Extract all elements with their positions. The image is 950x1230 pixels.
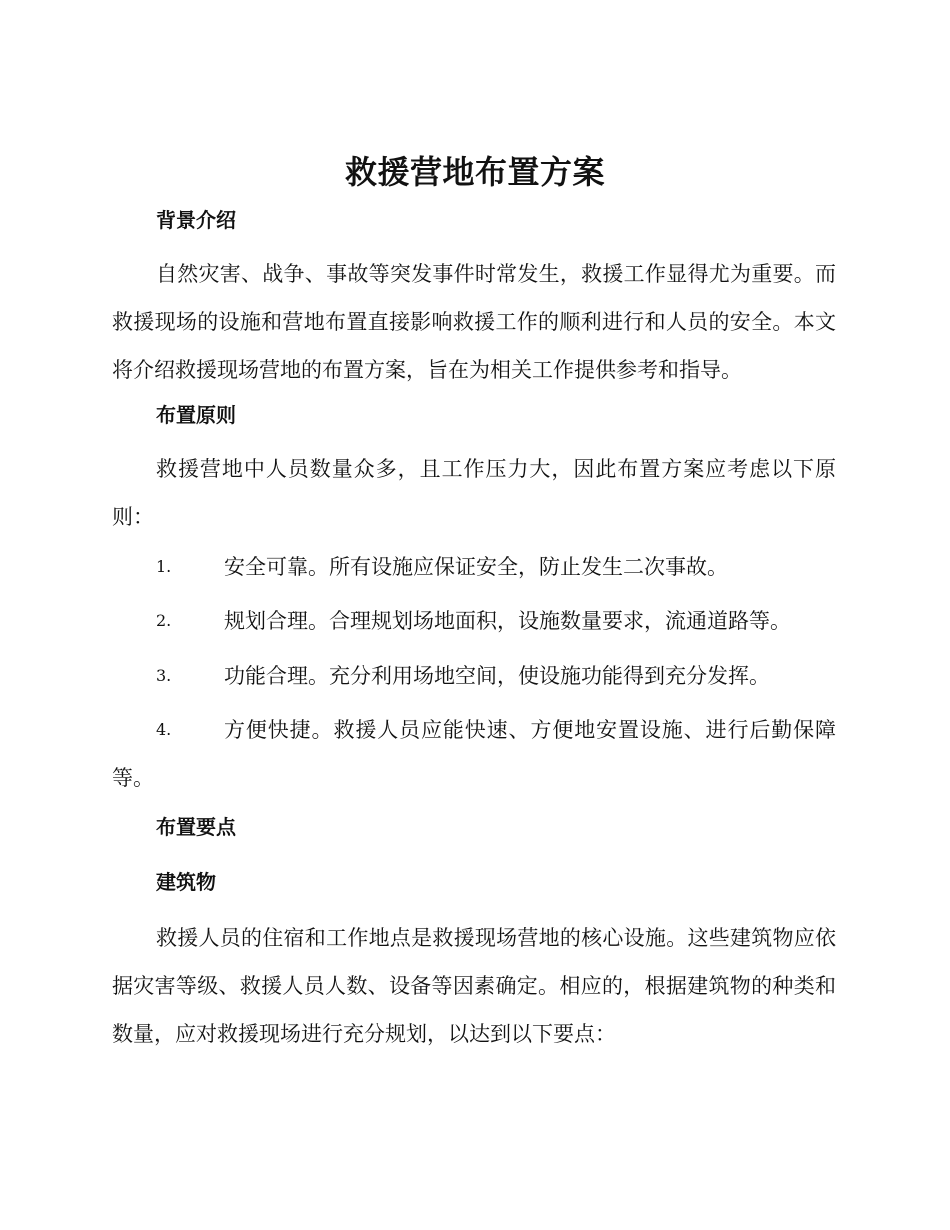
list-item-text: 功能合理。充分利用场地空间，使设施功能得到充分发挥。 [224, 664, 770, 688]
principle-list-item [112, 597, 836, 645]
buildings-paragraph: 救援人员的住宿和工作地点是救援现场营地的核心设施。这些建筑物应依据灾害等级、救援人员人数、设备等因素确定。相应的，根据建筑物的种类和数量，应对救援现场进行充分规划，以达到以下要点： [112, 926, 836, 1046]
section-heading-key-points: 布置要点 [156, 815, 236, 839]
section-heading-background: 背景介绍 [156, 208, 236, 232]
principle-list-item [112, 652, 836, 700]
principle-list-item [112, 543, 836, 591]
list-item-number: 4. [156, 720, 172, 739]
list-item-text: 安全可靠。所有设施应保证安全，防止发生二次事故。 [224, 555, 728, 579]
principles-intro-paragraph: 救援营地中人员数量众多，且工作压力大，因此布置方案应考虑以下原则： [112, 457, 836, 529]
list-item-text: 规划合理。合理规划场地面积，设施数量要求，流通道路等。 [224, 609, 791, 633]
section-heading-principles: 布置原则 [156, 403, 236, 427]
subsection-heading-buildings: 建筑物 [156, 870, 216, 894]
list-item-number: 3. [156, 666, 172, 685]
principle-list-item [112, 706, 836, 802]
list-item-number: 2. [156, 611, 172, 630]
list-item-text: 方便快捷。救援人员应能快速、方便地安置设施、进行后勤保障等。 [112, 718, 836, 790]
list-item-number: 1. [156, 557, 172, 576]
document-title: 救援营地布置方案 [344, 153, 605, 191]
background-paragraph: 自然灾害、战争、事故等突发事件时常发生，救援工作显得尤为重要。而救援现场的设施和营地布置直接影响救援工作的顺利进行和人员的安全。本文将介绍救援现场营地的布置方案，旨在为相关工作提供参考和指导。 [112, 262, 836, 382]
